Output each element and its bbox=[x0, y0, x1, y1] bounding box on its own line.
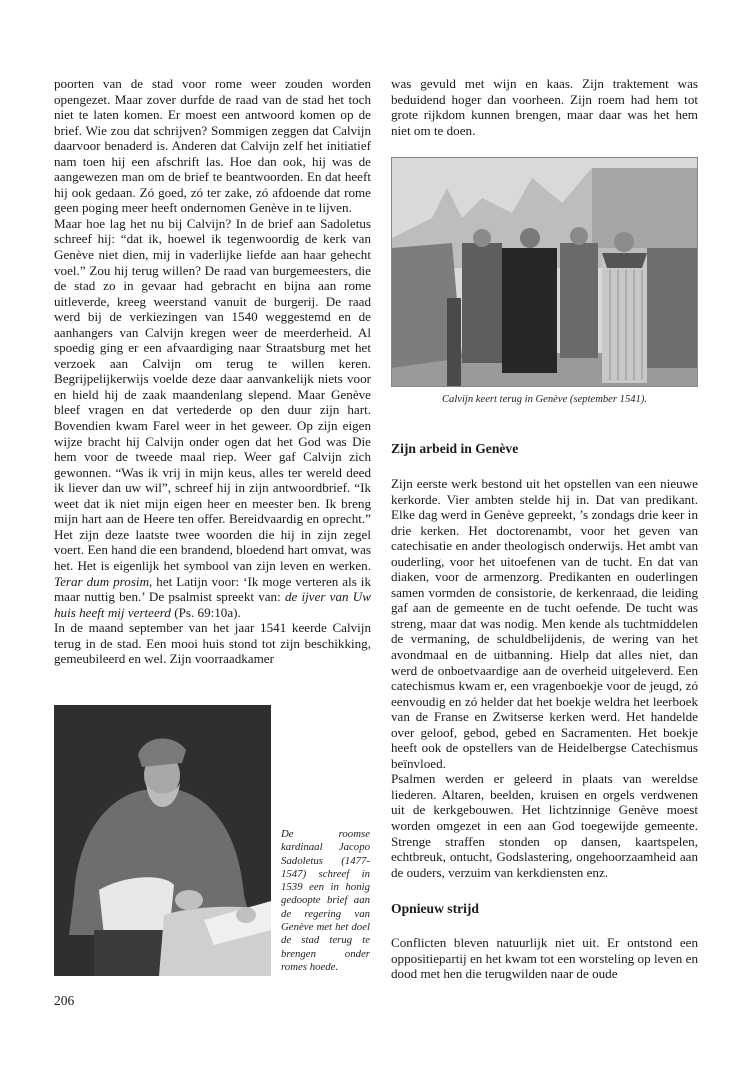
latin-motto: Terar dum prosim bbox=[54, 573, 150, 589]
portrait-icon bbox=[54, 705, 271, 976]
paragraph-september-1541: In de maand september van het jaar 1541 keerde Calvijn terug in de stad. Een mooi huis stond tot zijn beschikking, gemeubileerd en wel. Zijn voorraadkamer bbox=[54, 620, 371, 667]
paragraph-conflicten: Conflicten bleven natuurlijk niet uit. Er ontstond een oppositiepartij en het kwam tot een worsteling op leven en dood met hen die terugwilden naar de oude bbox=[391, 935, 698, 982]
paragraph-psalmen: Psalmen werden er geleerd in plaats van wereldse liederen. Altaren, beelden, kruisen en orgels verdwenen uit de kerkgebouwen. Het lichtzinnige Genève moest worden omgezet in een aan God toegewijde gemeente. Strenge straffen stonden op dansen, kaartspelen, echtbreuk, ontucht, Godslastering, ongehoorzaamheid aan de ouders, verzuim van kerkdiensten enz. bbox=[391, 771, 698, 880]
section-heading-strijd: Opnieuw strijd bbox=[391, 901, 479, 916]
page-number: 206 bbox=[54, 993, 75, 1008]
paragraph-calvin-return bbox=[54, 216, 371, 620]
paragraph-rome-letter: poorten van de stad voor rome weer zouden worden opengezet. Maar zover durfde de raad van de stad het toch niet te laten komen. Er moest een antwoord komen op de brief. Wie zou dat schrijven? Sommigen zeggen dat Calvijn daarvoor benaderd is. Anderen dat Calvijn zelf het initiatief nam toen hij een afschrift las. Hoe dan ook, hij was de aangewezen man om de brief te beantwoorden. En dat heeft hij ook gedaan. Zó goed, zó ter zake, zó afdoende dat rome geen poging meer heeft ondernomen Genève in te lijven. bbox=[54, 76, 371, 216]
paragraph-provisions: was gevuld met wijn en kaas. Zijn traktement was beduidend hoger dan voorheen. Zijn roem had hem tot grote rijkdom kunnen brengen, maar daar was het hem niet om te doen. bbox=[391, 76, 698, 138]
engraving-calvin-return-image bbox=[391, 157, 698, 387]
motto-translation: , het Latijn voor: ‘Ik moge verteren als ik maar nuttig ben.’ De psalmist spreekt van: bbox=[54, 573, 371, 605]
paragraph-calvin-return-text: Maar hoe lag het nu bij Calvijn? In de brief aan Sadoletus schreef hij: “dat ik, hoewel ik tegenwoordig de kerk van Genève niet dien, mij in vaderlijke liefde aan haar gehecht voel.” Zou hij terug willen? De raad van burgemeesters, die de stad zo in gevaar had gebracht en bijna aan rome uitleverde, kreeg weerstand vanuit de burgerij. De raad werd bij de verkiezingen van 1540 weggestemd en de aanhangers van Calvijn kregen weer de meerderheid. Al spoedig ging er een afvaardiging naar Straatsburg met het verzoek aan Calvijn om terug te willen keren. Begrijpelijkerwijs voelde deze daar aanvankelijk niets voor en hield hij de zaak maandenlang slepend. Maar Genève bleef vragen en dat vertederde op den duur zijn hart. Bovendien kwam Farel weer in het geweer. Op zijn eigen wijze bracht hij Calvijn onder ogen dat het God was Die hem voor de tweede maal riep. Weer gaf Calvijn zich gewonnen. “Was ik vrij in mijn keus, alles ter wereld deed ik liever dan uw wil”, schreef hij in zijn antwoordbrief. “Ik weet dat ik niet mijn eigen heer en meester ben. Ik breng mijn hart aan de Heere ten offer. Bereidvaardig en oprecht.” Het zijn deze laatste twee woorden die hij in zijn zegel voert. Een hand die een brandend, bloedend hart omvat, was het. Het is eigenlijk het symbool van zijn leven en werken. bbox=[54, 215, 371, 573]
right-column-intro bbox=[391, 76, 698, 138]
psalm-quote: de ijver van Uw huis heeft mij verteerd bbox=[54, 589, 371, 620]
right-column-strijd bbox=[391, 935, 698, 982]
engraving-caption: Calvijn keert terug in Genève (september 1541). bbox=[441, 394, 648, 405]
paragraph-kerkorde: Zijn eerste werk bestond uit het opstellen van een nieuwe kerkorde. Vier ambten stelde hij in. Dat van predikant. Elke dag werd in Genève gepreekt, ’s zondags drie keer in drie kerken. Het doctorenambt, voor het geven van catechisatie en ander theologisch onderwijs. Het ambt van ouderling, voor het uitoefenen van de tucht. En dat van diaken, voor de armenzorg. Predikanten en ouderlingen samen vormden de consistorie, de kerkenraad, die leiding gaf aan de gemeente en de tucht oefende. De tucht was streng, maar dat was nodig. Men kende als tuchtmiddelen de vermaning, de schuldbelijdenis, de wering van het avondmaal en de uitbanning. Hielp dat alles niet, dan werd de onboetvaardige aan de overheid uitgeleverd. Een catechismus kwam er, een vragenboekje voor de jeugd, zó eenvoudig en zó helder dat het boekje weldra het leerboek van de Franse en Zwitserse kerken werd. Het handelde over geloof, gebod, gebed en Sacramenten. Het boekje heeft ook de opstellers van de Heidelbergse Catechismus beïnvloed. bbox=[391, 476, 698, 771]
engraving-icon bbox=[392, 158, 698, 387]
portrait-cardinal-sadoletus-image bbox=[54, 705, 271, 976]
right-column-arbeid bbox=[391, 476, 698, 880]
left-column bbox=[54, 76, 371, 667]
portrait-caption: De roomse kardinaal Jacopo Sadoletus (1477-1547) schreef in 1539 een in honig gedoopte brief aan de regering van Genève met het doel de stad terug te brengen onder romes hoede. bbox=[281, 828, 370, 973]
section-heading-arbeid: Zijn arbeid in Genève bbox=[391, 441, 519, 456]
psalm-reference: (Ps. 69:10a). bbox=[170, 604, 241, 620]
